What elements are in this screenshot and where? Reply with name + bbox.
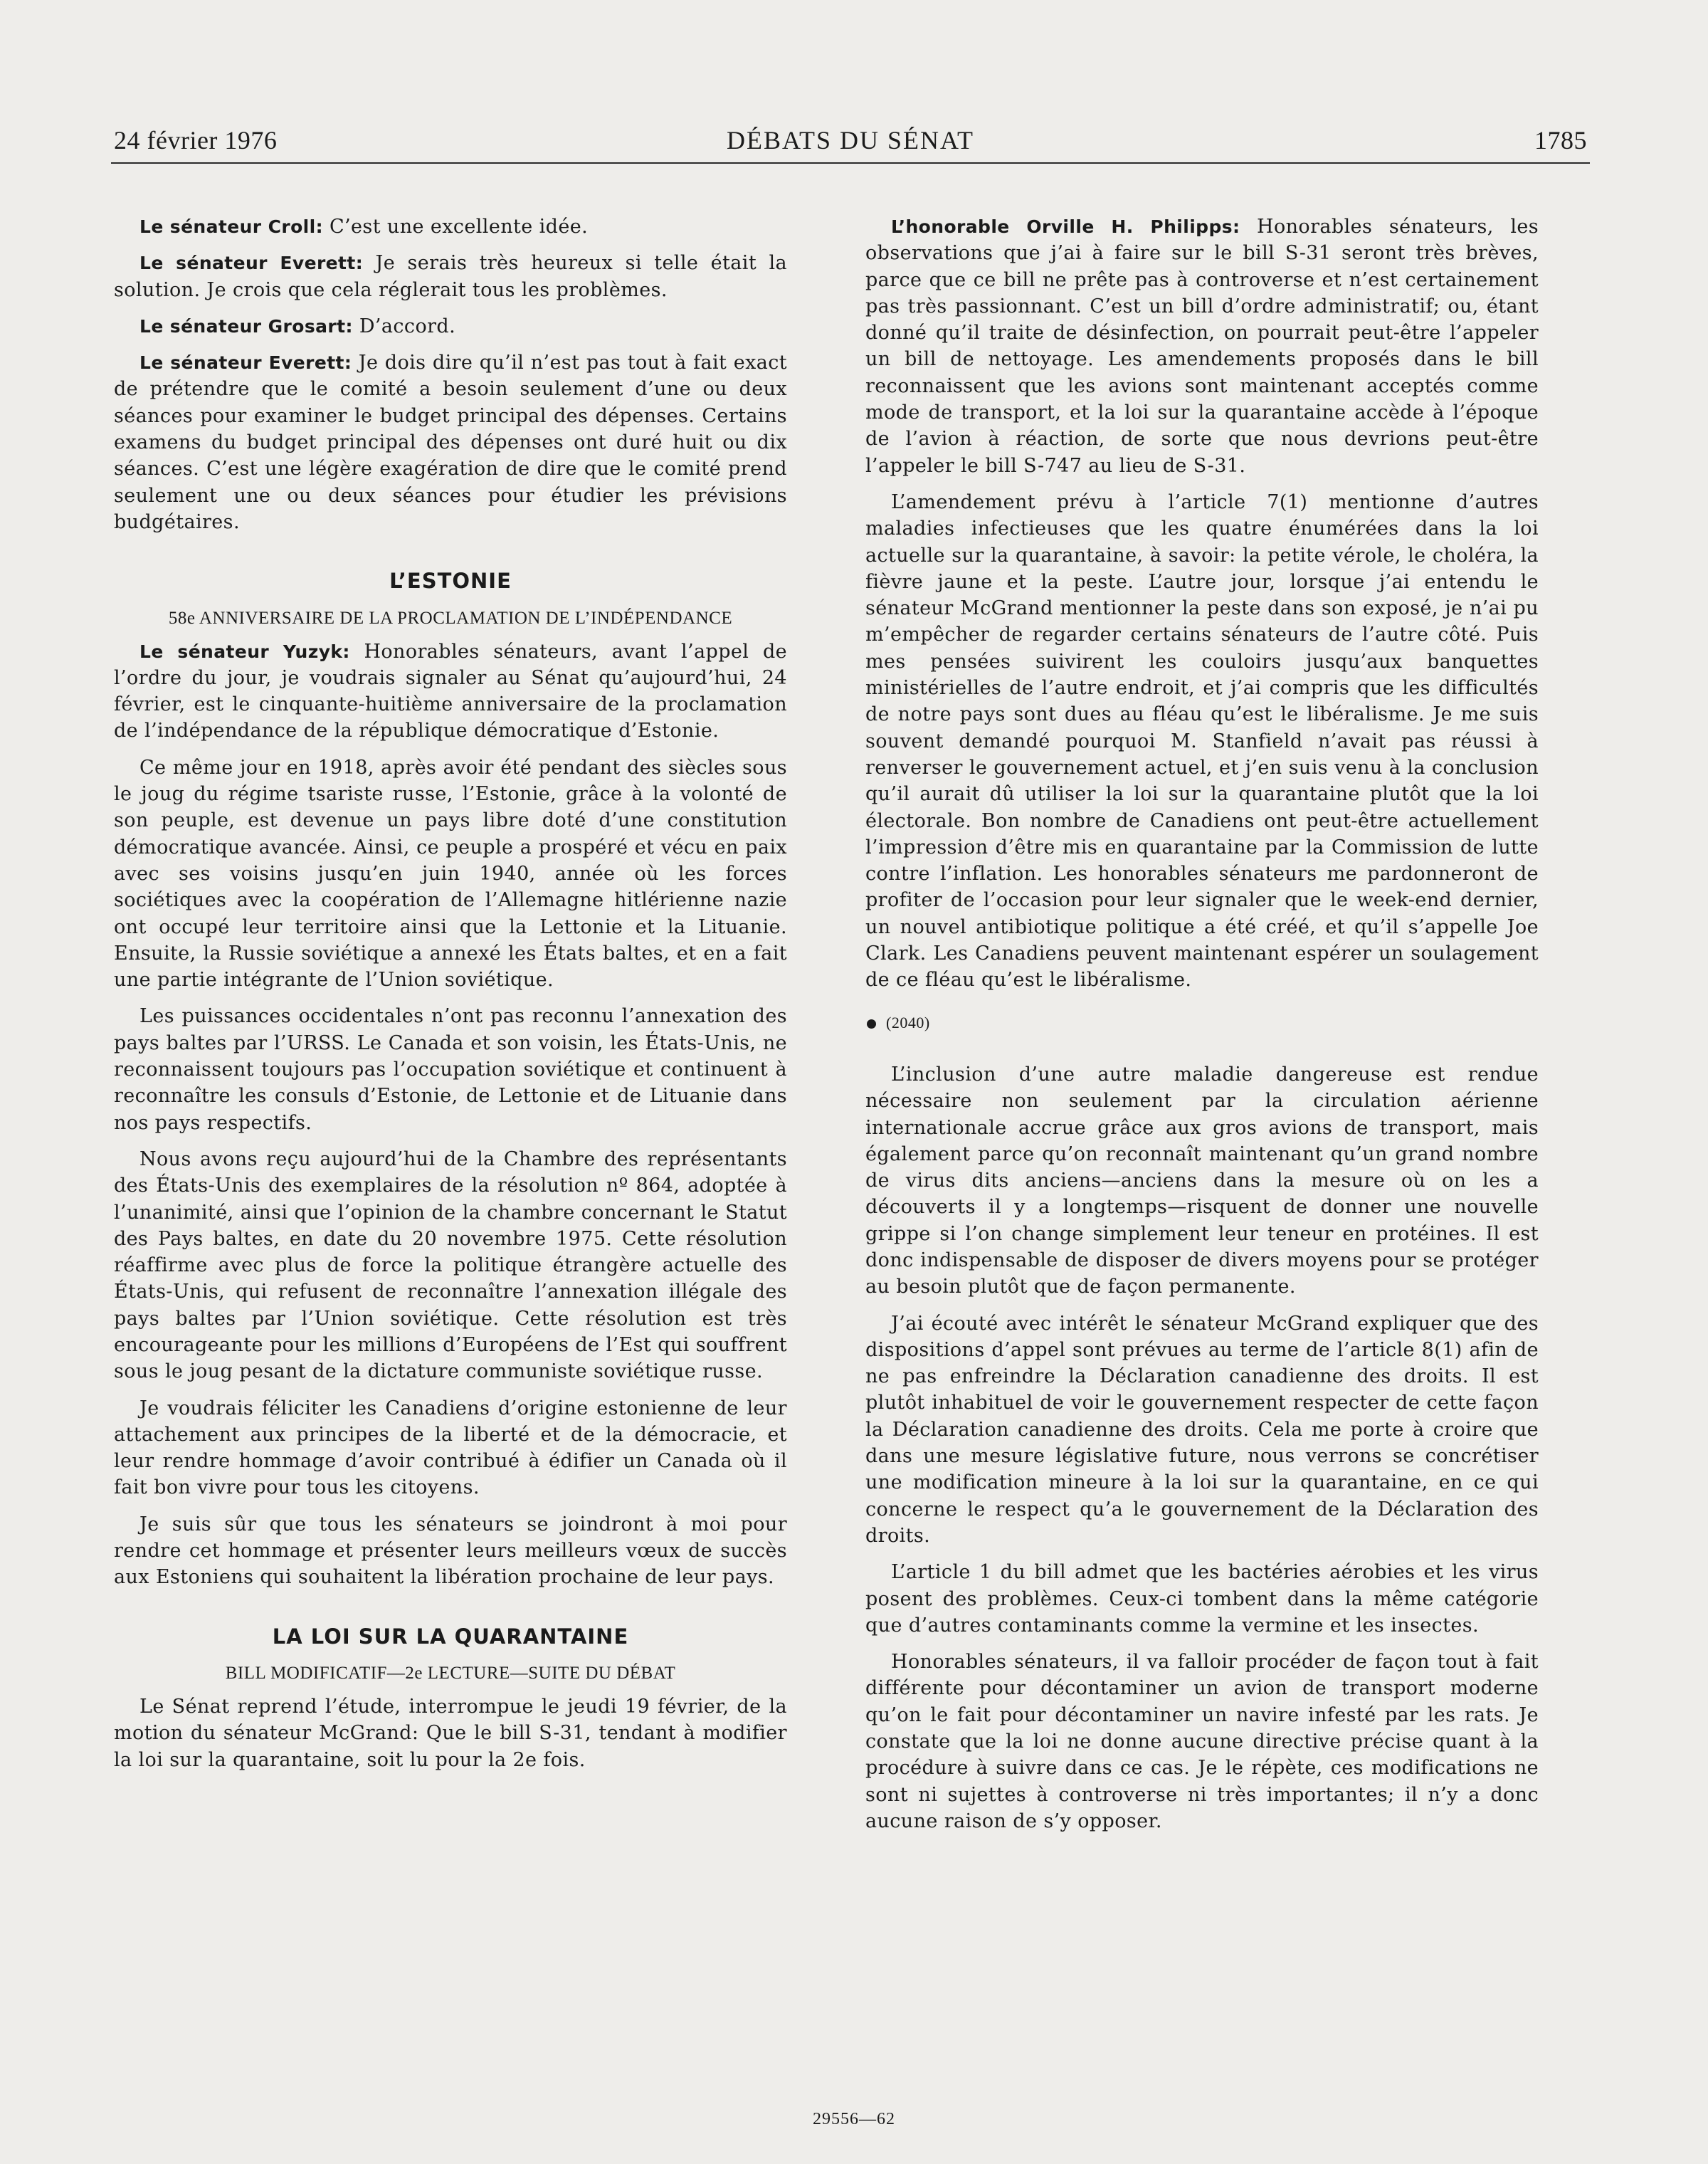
section-subtitle-quarantaine: BILL MODIFICATIF—2e LECTURE—SUITE DU DÉBAT (225, 1663, 676, 1683)
paragraph: L’amendement prévu à l’article 7(1) mentionne d’autres maladies infectieuses que les quatre énumérées dans la loi actuelle sur la quarantaine, à savoir: la petite vérole, le choléra, la fièvre jaune et la peste. L’autre jour, lorsque j’ai entendu le sénateur McGrand mentionner la peste dans son exposé, je n’ai pu m’empêcher de regarder certains sénateurs de l’autre côté. Puis mes pensées suivirent les couloirs jusqu’aux banquettes ministérielles de l’autre endroit, et j’ai compris que les difficultés de notre pays sont dues au fléau qu’est le libéralisme. Je me suis souvent demandé pourquoi M. Stanfield n’avait pas réussi à renverser le gouvernement actuel, et j’en suis venu à la conclusion qu’il aurait dû utiliser la loi sur la quarantaine plutôt que la loi électorale. Bon nombre de Canadiens ont peut-être actuellement l’impression d’être mis en quarantaine par la Commission de lutte contre l’inflation. Les honorables sénateurs me pardonneront de profiter de l’occasion pour leur signaler que le week-end dernier, un nouvel antibiotique politique a été créé, et qu’il s’appelle Joe Clark. Les Canadiens peuvent maintenant espérer un soulagement de ce fléau qu’est le libéralisme. (865, 490, 1539, 992)
speaker-name: Le sénateur Everett: (139, 253, 364, 274)
paragraph: Le sénateur Grosart: D’accord. (139, 315, 456, 337)
page-number: 1785 (1534, 126, 1587, 154)
section-title-estonie: L’ESTONIE (389, 569, 512, 594)
time-marker-label: (2040) (886, 1013, 930, 1031)
paragraph: Honorables sénateurs, il va falloir procéder de façon tout à fait différente pour décontaminer un avion de transport moderne qu’on le fait pour décontaminer un navire infesté par les rats. Je constate que la loi ne donne aucune directive précise quant à la procédure à suivre dans ce cas. Je le répète, ces modifications ne sont ni sujettes à controverse ni très importantes; il n’y a donc aucune raison de s’y opposer. (865, 1651, 1539, 1832)
paragraph: L’honorable Orville H. Philipps: Honorables sénateurs, les observations que j’ai à faire sur le bill S-31 seront très brèves, parce que ce bill ne prête pas à controverse et n’est certainement pas très passionnant. C’est un bill d’ordre administratif; ou, étant donné qu’il traite de désinfection, on pourrait peut-être l’appeler un bill de nettoyage. Les amendements proposés dans le bill reconnaissent que les avions sont maintenant acceptés comme mode de transport, et la loi sur la quarantaine accède à l’époque de l’avion à réaction, de sorte que nous devrions peut-être l’appeler le bill S-747 au lieu de S-31. (865, 216, 1539, 477)
header-title: DÉBATS DU SÉNAT (726, 126, 975, 154)
paragraph: L’inclusion d’une autre maladie dangereuse est rendue nécessaire non seulement par la circulation aérienne internationale accrue grâce aux gros avions de transport, mais également parce qu’on reconnaît maintenant qu’un grand nombre de virus dits anciens—anciens dans la mesure où on les a découverts il y a longtemps—risquent de donner une nouvelle grippe si l’on change simplement leur teneur en protéines. Il est donc indispensable de disposer de divers moyens pour se protéger au besoin plutôt que de façon permanente. (865, 1063, 1539, 1298)
header-date: 24 février 1976 (114, 126, 278, 154)
right-column (865, 214, 1539, 1844)
header-rule (111, 162, 1590, 164)
paragraph: L’article 1 du bill admet que les bactéries aérobies et les virus posent des problèmes. Ceux-ci tombent dans la même catégorie que d’autres contaminants comme la vermine et les insectes. (865, 1561, 1539, 1637)
paragraph: J’ai écouté avec intérêt le sénateur McGrand expliquer que des dispositions d’appel sont prévues au terme de l’article 8(1) afin de ne pas enfreindre la Déclaration canadienne des droits. Il est plutôt inhabituel de voir le gouvernement respecter de cette façon la Déclaration canadienne des droits. Cela me porte à croire que dans une mesure législative future, nous verrons se concrétiser une modification mineure à la loi sur la quarantaine, en ce qui concerne le respect qu’a le gouvernement de la Déclaration des droits. (865, 1312, 1539, 1547)
speaker-name: Le sénateur Everett: (139, 352, 352, 374)
speaker-name: Le sénateur Croll: (139, 216, 324, 237)
paragraph: Le sénateur Everett: Je serais très heureux si telle était la solution. Je crois que cela réglerait tous les problèmes. (114, 252, 787, 301)
paragraph: Je voudrais féliciter les Canadiens d’origine estonienne de leur attachement aux principes de la liberté et de la démocracie, et leur rendre hommage d’avoir contribué à édifier un Canada où il fait bon vivre pour tous les citoyens. (114, 1397, 787, 1499)
section-subtitle-estonie: 58e ANNIVERSAIRE DE LA PROCLAMATION DE L’INDÉPENDANCE (168, 608, 733, 628)
paragraph: Le sénateur Croll: C’est une excellente idée. (139, 216, 589, 238)
paragraph: Nous avons reçu aujourd’hui de la Chambre des représentants des États-Unis des exemplaires de la résolution nº 864, adoptée à l’unanimité, ainsi que l’opinion de la chambre concernant le Statut des Pays baltes, en date du 20 novembre 1975. Cette résolution réaffirme avec plus de force la politique étrangère actuelle des États-Unis, qui refusent de reconnaître l’annexation illégale des pays baltes par l’Union soviétique. Cette résolution est très encourageante pour les millions d’Européens de l’Est qui souffrent sous le joug pesant de la dictature communiste soviétique russe. (114, 1147, 787, 1383)
paragraph: Ce même jour en 1918, après avoir été pendant des siècles sous le joug du régime tsariste russe, l’Estonie, grâce à la volonté de son peuple, est devenue un pays libre doté d’une constitution démocratique avancée. Ainsi, ce peuple a prospéré et vécu en paix avec ses voisins jusqu’en juin 1940, année où les forces sociétiques avec la coopération de l’Allemagne hitlérienne nazie ont occupé leur territoire ainsi que la Lettonie et la Lituanie. Ensuite, la Russie soviétique a annexé les États baltes, et en a fait une partie intégrante de l’Union soviétique. (114, 756, 787, 992)
paragraph: Le sénateur Yuzyk: Honorables sénateurs, avant l’appel de l’ordre du jour, je voudrais signaler au Sénat qu’aujourd’hui, 24 février, est le cinquante-huitième anniversaire de la proclamation de l’indépendance de la république démocratique d’Estonie. (114, 640, 788, 742)
paragraph: Les puissances occidentales n’ont pas reconnu l’annexation des pays baltes par l’URSS. Le Canada et son voisin, les États-Unis, ne reconnaissent toujours pas l’occupation soviétique et continuent à reconnaître les consuls d’Estonie, de Lettonie et de Lituanie dans nos pays respectifs. (114, 1005, 787, 1134)
speaker-name: Le sénateur Grosart: (139, 315, 353, 337)
page-footer-code: 29556—62 (813, 2110, 895, 2128)
paragraph: Je suis sûr que tous les sénateurs se joindront à moi pour rendre cet hommage et présenter leurs meilleurs vœux de succès aux Estoniens qui souhaitent la libération prochaine de leur pays. (114, 1513, 787, 1589)
paragraph: Le Sénat reprend l’étude, interrompue le jeudi 19 février, de la motion du sénateur McGrand: Que le bill S-31, tendant à modifier la loi sur la quarantaine, soit lu pour la 2e fois. (114, 1695, 787, 1771)
paragraph: Le sénateur Everett: Je dois dire qu’il n’est pas tout à fait exact de prétendre que le comité a besoin seulement d’une ou deux séances pour examiner le budget principal des dépenses. Certains examens du budget principal des dépenses ont duré huit ou dix séances. C’est une légère exagération de dire que le comité prend seulement une ou deux séances pour étudier les prévisions budgétaires. (114, 352, 787, 533)
speaker-name: L’honorable Orville H. Philipps: (891, 216, 1240, 237)
section-title-quarantaine: LA LOI SUR LA QUARANTAINE (272, 1624, 629, 1649)
page-header (114, 125, 1587, 159)
time-marker (865, 1009, 1539, 1036)
speaker-name: Le sénateur Yuzyk: (139, 641, 350, 662)
bullet-icon (867, 1019, 876, 1029)
left-column (114, 214, 787, 1783)
